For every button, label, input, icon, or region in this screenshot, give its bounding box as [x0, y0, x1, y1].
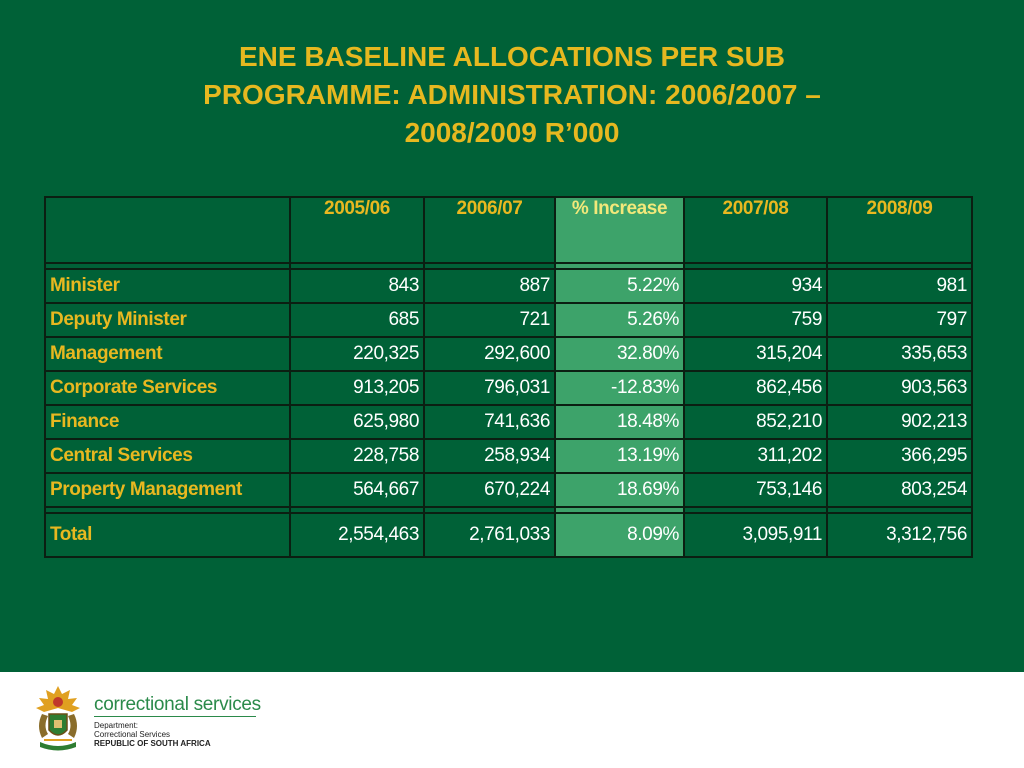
- cell-2008-09: 335,653: [827, 337, 972, 371]
- title-line-2: PROGRAMME: ADMINISTRATION: 2006/2007 –: [203, 79, 821, 110]
- cell-pct-increase: 18.69%: [555, 473, 684, 507]
- cell-2005-06: 913,205: [290, 371, 424, 405]
- department-block: [94, 721, 211, 748]
- cell-pct-increase: -12.83%: [555, 371, 684, 405]
- cell-pct-increase: 5.22%: [555, 269, 684, 303]
- coat-of-arms-icon: [30, 684, 86, 754]
- cell-2007-08: 753,146: [684, 473, 827, 507]
- total-row: [45, 513, 972, 557]
- cell-2007-08: 934: [684, 269, 827, 303]
- cell-2005-06: 685: [290, 303, 424, 337]
- header-2008-09: 2008/09: [827, 197, 972, 263]
- cell-2006-07: 292,600: [424, 337, 555, 371]
- dept-line-2: Correctional Services: [94, 730, 171, 739]
- table-row: [45, 473, 972, 507]
- cell-2006-07: 887: [424, 269, 555, 303]
- row-label: Property Management: [45, 473, 290, 507]
- cell-2007-08: 315,204: [684, 337, 827, 371]
- total-pct-increase: 8.09%: [555, 513, 684, 557]
- footer-bar: [0, 672, 1024, 768]
- dept-line-3: REPUBLIC OF SOUTH AFRICA: [94, 739, 211, 748]
- cell-2007-08: 311,202: [684, 439, 827, 473]
- total-label: Total: [45, 513, 290, 557]
- row-label: Management: [45, 337, 290, 371]
- cell-2006-07: 721: [424, 303, 555, 337]
- cell-2006-07: 258,934: [424, 439, 555, 473]
- total-2006-07: 2,761,033: [424, 513, 555, 557]
- cell-2008-09: 903,563: [827, 371, 972, 405]
- cell-2007-08: 759: [684, 303, 827, 337]
- table-row: [45, 439, 972, 473]
- cell-2007-08: 862,456: [684, 371, 827, 405]
- cell-2006-07: 796,031: [424, 371, 555, 405]
- cell-2008-09: 803,254: [827, 473, 972, 507]
- cell-2006-07: 741,636: [424, 405, 555, 439]
- total-2007-08: 3,095,911: [684, 513, 827, 557]
- cell-pct-increase: 13.19%: [555, 439, 684, 473]
- cell-2005-06: 625,980: [290, 405, 424, 439]
- cell-2005-06: 228,758: [290, 439, 424, 473]
- header-blank: [45, 197, 290, 263]
- table-row: [45, 303, 972, 337]
- cell-2005-06: 564,667: [290, 473, 424, 507]
- row-label: Central Services: [45, 439, 290, 473]
- table-header-row: [45, 197, 972, 263]
- header-pct-increase: % Increase: [555, 197, 684, 263]
- header-2007-08: 2007/08: [684, 197, 827, 263]
- row-label: Finance: [45, 405, 290, 439]
- cell-2006-07: 670,224: [424, 473, 555, 507]
- total-2005-06: 2,554,463: [290, 513, 424, 557]
- brand-name: correctional services: [94, 694, 261, 715]
- table-row: [45, 371, 972, 405]
- cell-pct-increase: 32.80%: [555, 337, 684, 371]
- cell-2008-09: 981: [827, 269, 972, 303]
- cell-pct-increase: 18.48%: [555, 405, 684, 439]
- table-row: [45, 269, 972, 303]
- brand-underline: [94, 716, 256, 717]
- cell-2008-09: 797: [827, 303, 972, 337]
- dept-line-1: Department:: [94, 721, 139, 730]
- total-2008-09: 3,312,756: [827, 513, 972, 557]
- cell-2005-06: 843: [290, 269, 424, 303]
- title-line-3: 2008/2009 R’000: [404, 117, 620, 148]
- cell-2005-06: 220,325: [290, 337, 424, 371]
- cell-2008-09: 366,295: [827, 439, 972, 473]
- row-label: Minister: [45, 269, 290, 303]
- slide-title: [60, 38, 964, 152]
- table-row: [45, 405, 972, 439]
- title-line-1: ENE BASELINE ALLOCATIONS PER SUB: [238, 41, 786, 72]
- header-2005-06: 2005/06: [290, 197, 424, 263]
- table-row: [45, 337, 972, 371]
- allocations-table: [44, 196, 973, 558]
- cell-2008-09: 902,213: [827, 405, 972, 439]
- cell-2007-08: 852,210: [684, 405, 827, 439]
- cell-pct-increase: 5.26%: [555, 303, 684, 337]
- row-label: Deputy Minister: [45, 303, 290, 337]
- header-2006-07: 2006/07: [424, 197, 555, 263]
- row-label: Corporate Services: [45, 371, 290, 405]
